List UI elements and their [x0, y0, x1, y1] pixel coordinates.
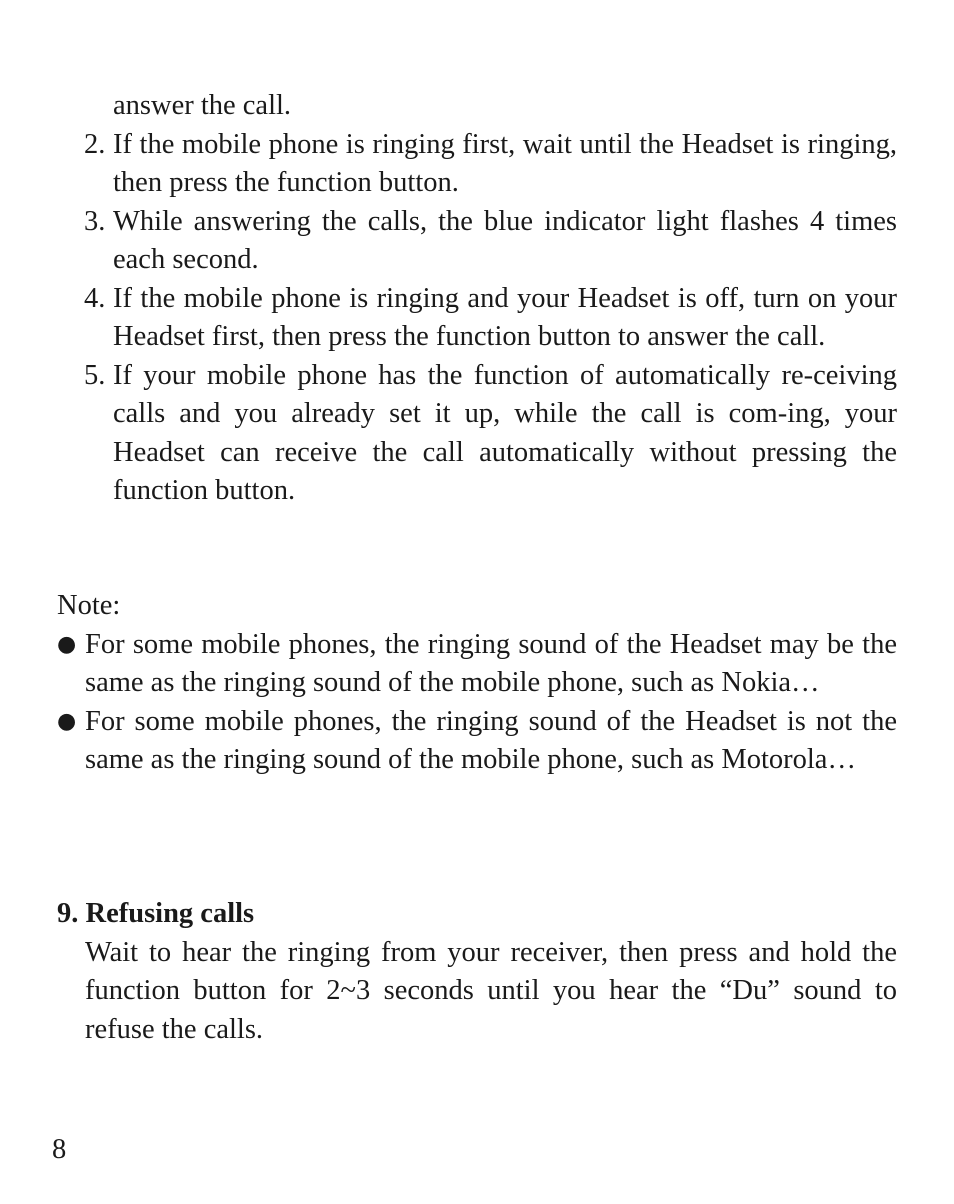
section-heading: 9. Refusing calls	[57, 898, 255, 929]
note-label: Note:	[57, 590, 121, 621]
step-number: 4.	[84, 282, 106, 314]
step-text: If the mobile phone is ringing first, wait until the Headset is ringing, then press the function button.	[113, 128, 897, 198]
bullet-icon: ●	[57, 631, 77, 657]
note-item	[57, 703, 897, 780]
note-item-text: For some mobile phones, the ringing sound of the Headset may be the same as the ringing sound of the mobile phone, such as Nokia…	[85, 628, 897, 698]
steps-list	[84, 126, 897, 511]
section-body: Wait to hear the ringing from your receiver, then press and hold the function button for 2~3 seconds until you hear the “Du” sound to refuse the calls.	[85, 936, 897, 1045]
step-number: 2.	[84, 128, 106, 160]
step-text: If the mobile phone is ringing and your Headset is off, turn on your Headset first, then press the function button to answer the call.	[113, 282, 897, 352]
step-number: 3.	[84, 205, 106, 237]
step-item	[84, 203, 897, 280]
step-item	[84, 280, 897, 357]
step-text: If your mobile phone has the function of automatically re-ceiving calls and you already set it up, while the call is com-ing, your Headset can receive the call automatically without pressing the function button.	[113, 359, 897, 506]
continuation-text: answer the call.	[113, 90, 292, 121]
note-item-text: For some mobile phones, the ringing sound of the Headset is not the same as the ringing sound of the mobile phone, such as Motorola…	[85, 705, 897, 775]
step-item	[84, 357, 897, 511]
step-number: 5.	[84, 359, 106, 391]
page-number: 8	[52, 1134, 67, 1165]
note-item	[57, 626, 897, 703]
bullet-icon: ●	[57, 708, 77, 734]
step-item	[84, 126, 897, 203]
note-list	[57, 626, 897, 780]
step-text: While answering the calls, the blue indicator light flashes 4 times each second.	[113, 205, 897, 275]
